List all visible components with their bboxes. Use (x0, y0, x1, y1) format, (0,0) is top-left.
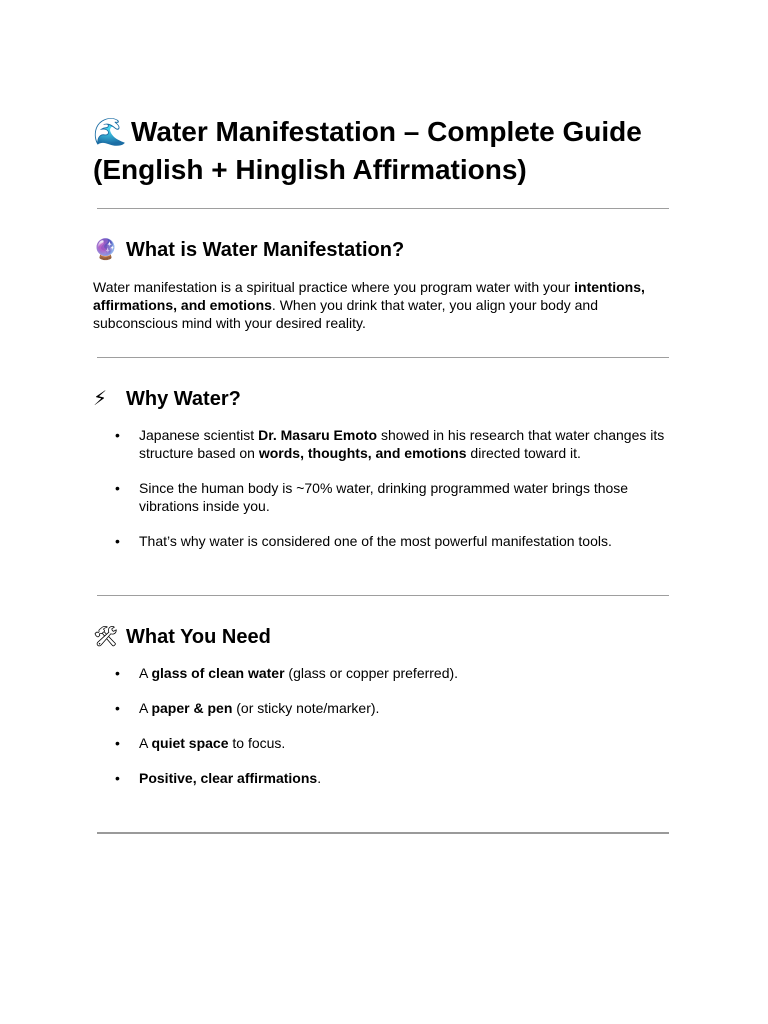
section-heading-why-water (93, 385, 673, 412)
section-heading-text: What You Need (126, 626, 271, 648)
list-item-text: A (139, 700, 152, 716)
lightning-icon: ⚡ (93, 386, 108, 410)
list-item-text: (glass or copper preferred). (284, 665, 459, 681)
what-is-paragraph (93, 278, 673, 332)
list-item-bold-text: Dr. Masaru Emoto (258, 427, 378, 443)
section-heading-text: Why Water? (126, 388, 241, 410)
list-item-text: Since the human body is ~70% water, drinking programmed water brings those vibrations inside you. (139, 480, 629, 514)
list-item-bold-text: glass of clean water (151, 665, 285, 681)
list-item-text: to focus. (228, 735, 286, 751)
crystal-ball-icon: 🔮 (93, 237, 118, 261)
list-item (93, 770, 673, 788)
list-item (93, 480, 673, 515)
paragraph-bold-text: intentions, affirmations, and emotions (93, 279, 645, 313)
list-item-text: directed toward it. (466, 444, 581, 461)
list-item-text: (or sticky note/marker). (232, 700, 380, 716)
list-item-bold-text: words, thoughts, and emotions (258, 444, 467, 461)
water-wave-icon: 🌊 (93, 117, 127, 148)
tools-icon: 🛠 (93, 624, 119, 648)
document-title (93, 113, 673, 188)
list-item-text: . (317, 770, 322, 786)
what-you-need-list (93, 665, 673, 788)
section-heading-text: What is Water Manifestation? (126, 239, 405, 261)
list-item-text: A (139, 735, 152, 751)
why-water-list (93, 427, 673, 551)
list-item-text: Japanese scientist (139, 427, 259, 443)
list-item-text: That’s why water is considered one of the most powerful manifestation tools. (139, 533, 612, 549)
paragraph-text: . When you drink that water, you align your body and subconscious mind with your desired reality. (93, 297, 599, 331)
list-item (93, 700, 673, 718)
list-item (93, 665, 673, 683)
list-item-bold-text: quiet space (151, 735, 229, 751)
list-item-text: A (139, 665, 152, 681)
document-title-text: Water Manifestation – Complete Guide (English + Hinglish Affirmations) (93, 116, 642, 185)
list-item-bold-text: paper & pen (151, 700, 233, 716)
section-heading-what-you-need (93, 623, 673, 650)
section-divider (97, 832, 669, 834)
section-divider (97, 595, 669, 596)
list-item-bold-text: Positive, clear affirmations (139, 770, 318, 786)
list-item (93, 533, 673, 551)
paragraph-text: Water manifestation is a spiritual practice where you program water with your (93, 279, 575, 295)
list-item-text: showed in his research that water changes its structure based on (139, 427, 665, 461)
section-divider (97, 357, 669, 358)
section-divider (97, 208, 669, 209)
list-item (93, 427, 673, 462)
list-item (93, 735, 673, 753)
section-heading-what-is (93, 236, 673, 263)
